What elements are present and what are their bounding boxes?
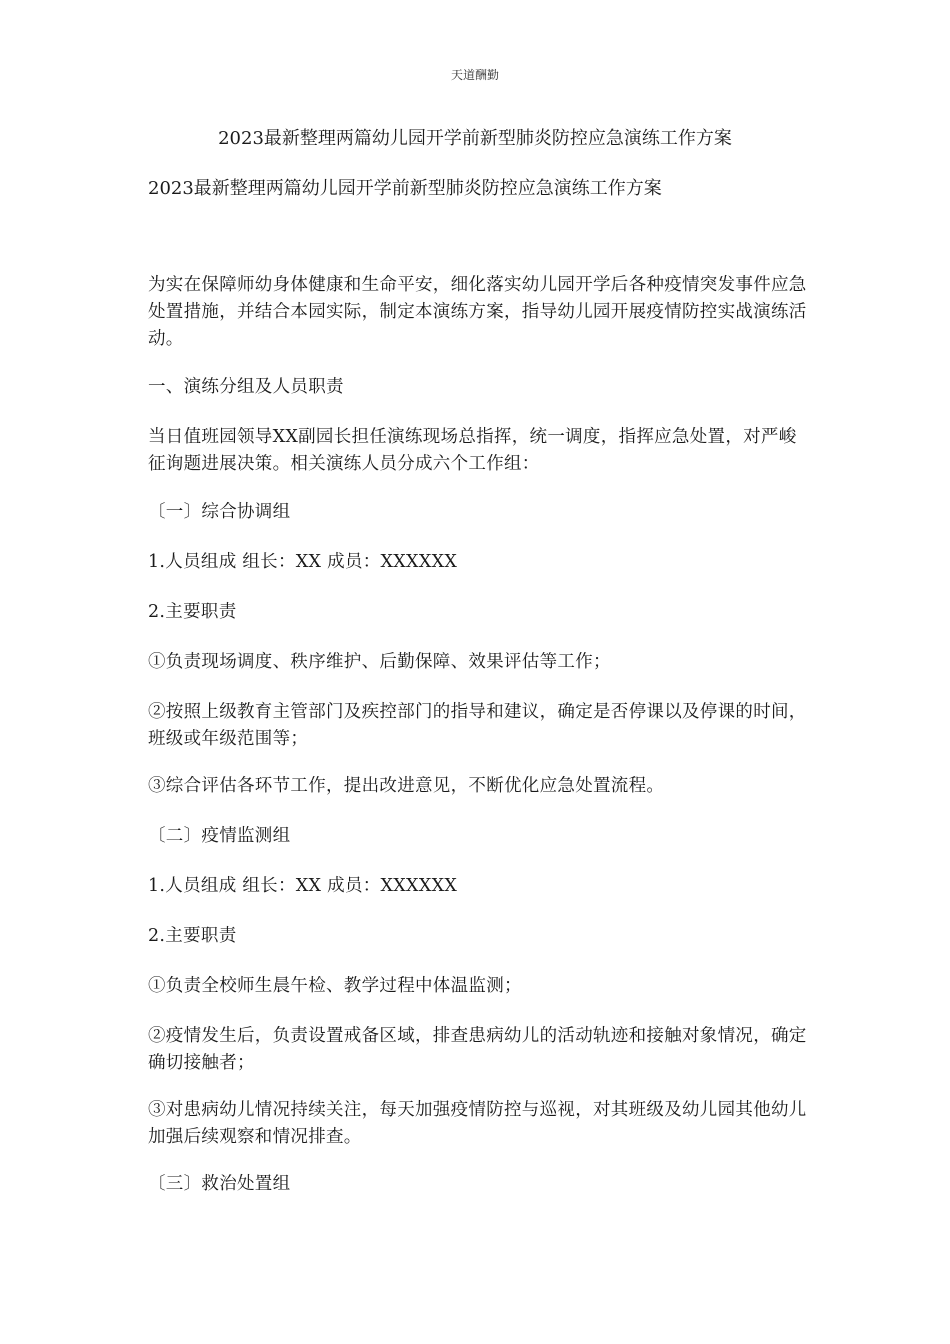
intro-paragraph: 为实在保障师幼身体健康和生命平安，细化落实幼儿园开学后各种疫情突发事件应急处置措施，并结合本园实际，制定本演练方案，指导幼儿园开展疫情防控实战演练活动。 — [148, 275, 807, 349]
group-heading: 〔一〕综合协调组 — [148, 502, 291, 522]
section-heading: 一、演练分组及人员职责 — [148, 377, 344, 397]
group-heading: 〔二〕疫情监测组 — [148, 826, 291, 846]
list-item: ①负责全校师生晨午检、教学过程中体温监测； — [148, 976, 522, 996]
document-subtitle: 2023最新整理两篇幼儿园开学前新型肺炎防控应急演练工作方案 — [148, 178, 662, 199]
paragraph: 2.主要职责 — [148, 602, 237, 622]
paragraph: 1.人员组成 组长：XX 成员：XXXXXX — [148, 552, 458, 572]
list-item: ③综合评估各环节工作，提出改进意见，不断优化应急处置流程。 — [148, 776, 665, 796]
document-title: 2023最新整理两篇幼儿园开学前新型肺炎防控应急演练工作方案 — [218, 128, 732, 149]
paragraph: 当日值班园领导XX副园长担任演练现场总指挥，统一调度，指挥应急处置，对严峻征询题进展决策。相关演练人员分成六个工作组： — [148, 427, 797, 474]
list-item: ①负责现场调度、秩序维护、后勤保障、效果评估等工作； — [148, 652, 611, 672]
page-header: 天道酬勤 — [450, 68, 499, 82]
list-item: ③对患病幼儿情况持续关注，每天加强疫情防控与巡视，对其班级及幼儿园其他幼儿加强后续观察和情况排查。 — [148, 1100, 807, 1147]
group-heading: 〔三〕救治处置组 — [148, 1174, 291, 1194]
list-item: ②按照上级教育主管部门及疾控部门的指导和建议，确定是否停课以及停课的时间，班级或年级范围等； — [148, 702, 807, 749]
paragraph: 2.主要职责 — [148, 926, 237, 946]
paragraph: 1.人员组成 组长：XX 成员：XXXXXX — [148, 876, 458, 896]
list-item: ②疫情发生后，负责设置戒备区域，排查患病幼儿的活动轨迹和接触对象情况，确定确切接触者； — [148, 1026, 807, 1073]
